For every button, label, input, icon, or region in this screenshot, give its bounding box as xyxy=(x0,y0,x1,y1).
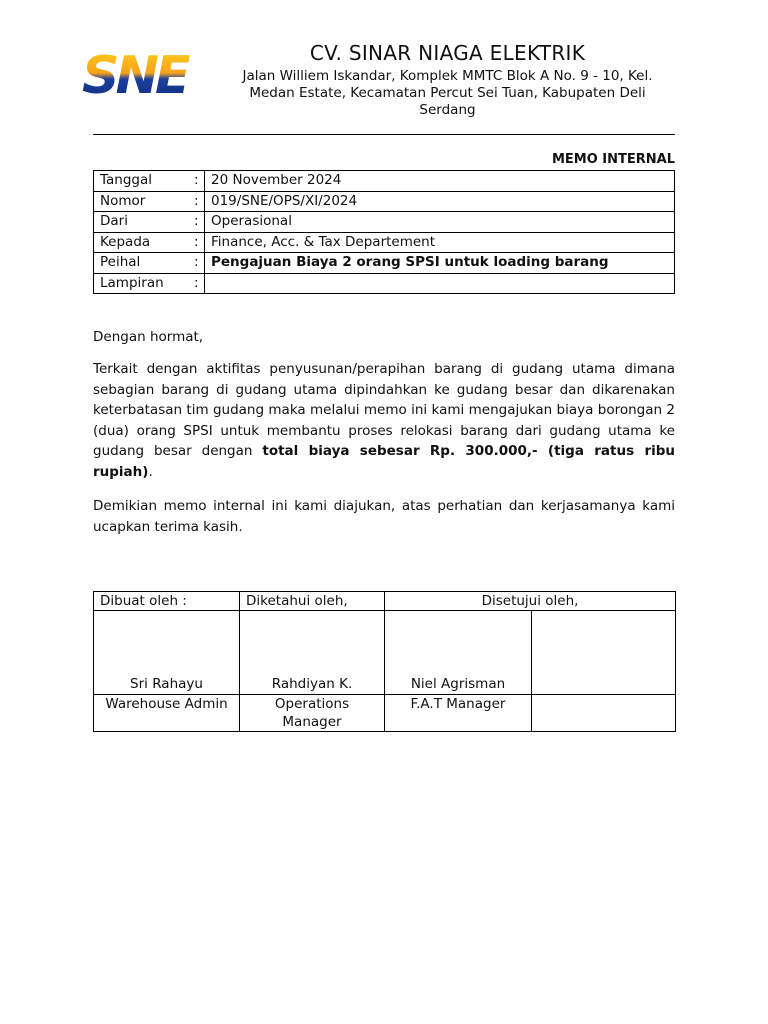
info-value: Operasional xyxy=(205,212,675,233)
info-key: Lampiran xyxy=(94,273,195,294)
svg-text:SNE: SNE xyxy=(82,48,187,98)
memo-title: MEMO INTERNAL xyxy=(551,152,675,167)
paragraph-end: . xyxy=(148,463,153,480)
total-cost-text: total biaya sebesar Rp. 300.000,- (tiga ratus ribu rupiah) xyxy=(93,443,675,480)
info-separator: : xyxy=(194,253,205,274)
signature-role-row xyxy=(94,695,676,732)
paragraph-text: Terkait dengan aktifitas penyusunan/perapihan barang di gudang utama dimana sebagian barang di gudang utama dipindahkan ke gudang besar dan dikarenakan keterbatasan tim gudang maka melalui memo ini kami mengajukan biaya borongan 2 (dua) orang SPSI untuk membantu proses relokasi barang dari gudang utama ke gudang besar dengan xyxy=(93,361,675,459)
signature-name-row xyxy=(94,611,676,695)
signer-role: F.A.T Manager xyxy=(385,695,532,732)
info-key: Nomor xyxy=(94,191,195,212)
made-by-label: Dibuat oleh : xyxy=(94,592,240,611)
company-name: CV. SINAR NIAGA ELEKTRIK xyxy=(309,41,586,65)
company-address: Jalan Williem Iskandar, Komplek MMTC Blok A No. 9 - 10, Kel. Medan Estate, Kecamatan Percut Sei Tuan, Kabupaten Deli Serdang xyxy=(242,68,653,118)
body-paragraph-1 xyxy=(93,359,675,482)
info-value: 019/SNE/OPS/XI/2024 xyxy=(205,191,675,212)
info-row-to xyxy=(94,232,675,253)
info-row-number xyxy=(94,191,675,212)
info-separator: : xyxy=(194,212,205,233)
approved-by-label: Disetujui oleh, xyxy=(385,592,676,611)
greeting: Dengan hormat, xyxy=(93,329,204,345)
info-row-attachment xyxy=(94,273,675,294)
signer-name: Niel Agrisman xyxy=(385,611,532,695)
company-logo xyxy=(80,48,200,98)
company-header xyxy=(225,40,670,119)
info-value: 20 November 2024 xyxy=(205,171,675,192)
info-value xyxy=(205,273,675,294)
signer-name: Sri Rahayu xyxy=(94,611,240,695)
header-divider xyxy=(93,134,675,135)
signer-name: Rahdiyan K. xyxy=(240,611,385,695)
info-value: Finance, Acc. & Tax Departement xyxy=(205,232,675,253)
known-by-label: Diketahui oleh, xyxy=(240,592,385,611)
info-row-from xyxy=(94,212,675,233)
info-value: Pengajuan Biaya 2 orang SPSI untuk loading barang xyxy=(205,253,675,274)
signature-header-row xyxy=(94,592,676,611)
memo-info-table xyxy=(93,170,675,294)
info-key: Kepada xyxy=(94,232,195,253)
info-key: Peihal xyxy=(94,253,195,274)
info-row-subject xyxy=(94,253,675,274)
info-separator: : xyxy=(194,232,205,253)
signature-table xyxy=(93,591,676,732)
signer-role: Operations Manager xyxy=(240,695,385,732)
signer-role xyxy=(532,695,676,732)
body-paragraph-2: Demikian memo internal ini kami diajukan, atas perhatian dan kerjasamanya kami ucapkan terima kasih. xyxy=(93,498,675,535)
info-key: Dari xyxy=(94,212,195,233)
info-separator: : xyxy=(194,273,205,294)
signer-name xyxy=(532,611,676,695)
info-separator: : xyxy=(194,171,205,192)
info-row-date xyxy=(94,171,675,192)
signer-role: Warehouse Admin xyxy=(94,695,240,732)
info-separator: : xyxy=(194,191,205,212)
info-key: Tanggal xyxy=(94,171,195,192)
